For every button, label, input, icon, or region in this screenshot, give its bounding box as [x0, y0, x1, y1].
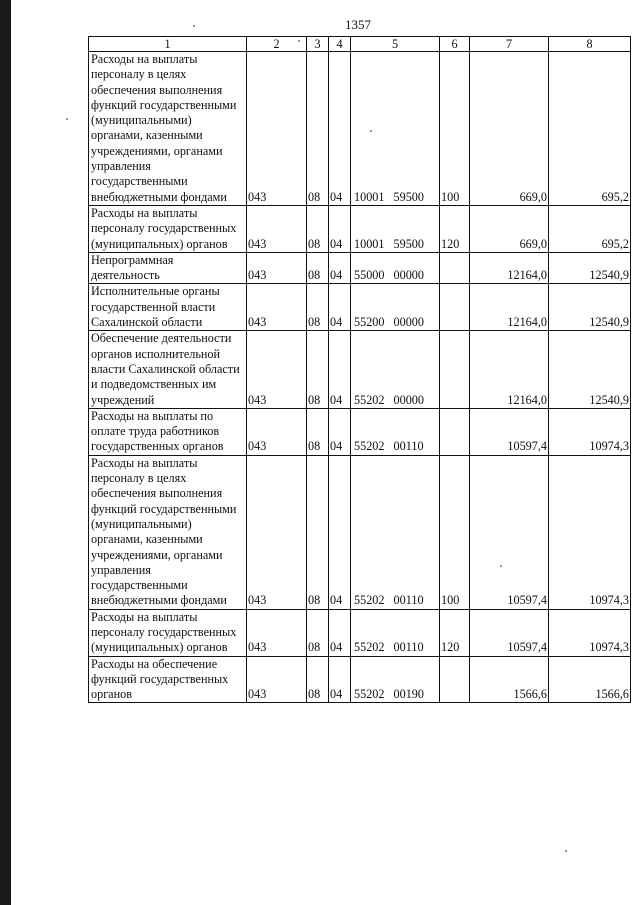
table-row: [89, 656, 631, 703]
section-code: 08: [307, 284, 329, 331]
amount-year-1: 1566,6: [470, 656, 549, 703]
ministry-code: 043: [247, 455, 307, 609]
scan-speck: [66, 118, 68, 120]
amount-year-2: 10974,3: [549, 609, 631, 656]
expense-name: Расходы на выплаты персоналу государственных (муниципальных) органов: [89, 205, 247, 252]
table-row: [89, 331, 631, 408]
amount-year-2: 12540,9: [549, 331, 631, 408]
scan-speck: [500, 565, 502, 567]
expense-name: Исполнительные органы государственной власти Сахалинской области: [89, 284, 247, 331]
target-article-code: 10001 59500: [351, 205, 440, 252]
column-header: 5: [351, 37, 440, 52]
table-row: [89, 455, 631, 609]
section-code: 08: [307, 609, 329, 656]
column-header: 8: [549, 37, 631, 52]
ministry-code: 043: [247, 408, 307, 455]
amount-year-2: 695,2: [549, 205, 631, 252]
target-article-code: 55202 00190: [351, 656, 440, 703]
column-header: 2: [247, 37, 307, 52]
amount-year-1: 10597,4: [470, 609, 549, 656]
amount-year-2: 12540,9: [549, 284, 631, 331]
target-article-code: 55202 00000: [351, 331, 440, 408]
amount-year-2: 695,2: [549, 52, 631, 206]
amount-year-1: 12164,0: [470, 331, 549, 408]
amount-year-2: 10974,3: [549, 408, 631, 455]
target-article-code: 55202 00110: [351, 408, 440, 455]
amount-year-1: 10597,4: [470, 408, 549, 455]
subsection-code: 04: [329, 205, 351, 252]
table-row: [89, 408, 631, 455]
section-code: 08: [307, 205, 329, 252]
scan-speck: [370, 130, 372, 132]
ministry-code: 043: [247, 252, 307, 284]
header-row: [89, 37, 631, 52]
scan-speck: [565, 850, 567, 852]
expense-type-code: 100: [440, 52, 470, 206]
amount-year-2: 10974,3: [549, 455, 631, 609]
expense-name: Непрограммная деятельность: [89, 252, 247, 284]
expense-name: Расходы на выплаты персоналу государственных (муниципальных) органов: [89, 609, 247, 656]
table-row: [89, 609, 631, 656]
expense-type-code: [440, 331, 470, 408]
expense-name: Расходы на выплаты персоналу в целях обеспечения выполнения функций государственными (муниципальными) органами, казенными учреждениями, органами управления государственными внебюджетными фондами: [89, 455, 247, 609]
subsection-code: 04: [329, 455, 351, 609]
amount-year-1: 12164,0: [470, 284, 549, 331]
expense-type-code: [440, 656, 470, 703]
amount-year-1: 669,0: [470, 205, 549, 252]
column-header: 1: [89, 37, 247, 52]
ministry-code: 043: [247, 52, 307, 206]
page-number: 1357: [345, 17, 371, 32]
ministry-code: 043: [247, 205, 307, 252]
target-article-code: 55200 00000: [351, 284, 440, 331]
subsection-code: 04: [329, 609, 351, 656]
expense-type-code: 120: [440, 205, 470, 252]
section-code: 08: [307, 331, 329, 408]
expense-type-code: 100: [440, 455, 470, 609]
subsection-code: 04: [329, 656, 351, 703]
ministry-code: 043: [247, 331, 307, 408]
scan-speck: [193, 25, 195, 27]
expense-name: Расходы на выплаты персоналу в целях обеспечения выполнения функций государственными (муниципальными) органами, казенными учреждениями, органами управления государственными внебюджетными фондами: [89, 52, 247, 206]
scan-dark-edge: [0, 0, 11, 905]
expense-type-code: 120: [440, 609, 470, 656]
table-row: [89, 52, 631, 206]
column-header: 7: [470, 37, 549, 52]
ministry-code: 043: [247, 656, 307, 703]
section-code: 08: [307, 455, 329, 609]
expense-name: Расходы на обеспечение функций государственных органов: [89, 656, 247, 703]
expense-type-code: [440, 252, 470, 284]
expense-type-code: [440, 408, 470, 455]
budget-table: [88, 36, 631, 703]
amount-year-1: 12164,0: [470, 252, 549, 284]
target-article-code: 10001 59500: [351, 52, 440, 206]
section-code: 08: [307, 656, 329, 703]
amount-year-2: 12540,9: [549, 252, 631, 284]
amount-year-2: 1566,6: [549, 656, 631, 703]
column-header: 6: [440, 37, 470, 52]
amount-year-1: 669,0: [470, 52, 549, 206]
column-header: 4: [329, 37, 351, 52]
expense-type-code: [440, 284, 470, 331]
subsection-code: 04: [329, 408, 351, 455]
scan-speck: [298, 40, 300, 42]
target-article-code: 55202 00110: [351, 455, 440, 609]
target-article-code: 55000 00000: [351, 252, 440, 284]
subsection-code: 04: [329, 331, 351, 408]
ministry-code: 043: [247, 609, 307, 656]
target-article-code: 55202 00110: [351, 609, 440, 656]
expense-name: Обеспечение деятельности органов исполнительной власти Сахалинской области и подведомственных им учреждений: [89, 331, 247, 408]
table-row: [89, 205, 631, 252]
column-header: 3: [307, 37, 329, 52]
subsection-code: 04: [329, 52, 351, 206]
table-row: [89, 252, 631, 284]
table-row: [89, 284, 631, 331]
ministry-code: 043: [247, 284, 307, 331]
section-code: 08: [307, 52, 329, 206]
section-code: 08: [307, 408, 329, 455]
subsection-code: 04: [329, 252, 351, 284]
expense-name: Расходы на выплаты по оплате труда работников государственных органов: [89, 408, 247, 455]
subsection-code: 04: [329, 284, 351, 331]
section-code: 08: [307, 252, 329, 284]
amount-year-1: 10597,4: [470, 455, 549, 609]
